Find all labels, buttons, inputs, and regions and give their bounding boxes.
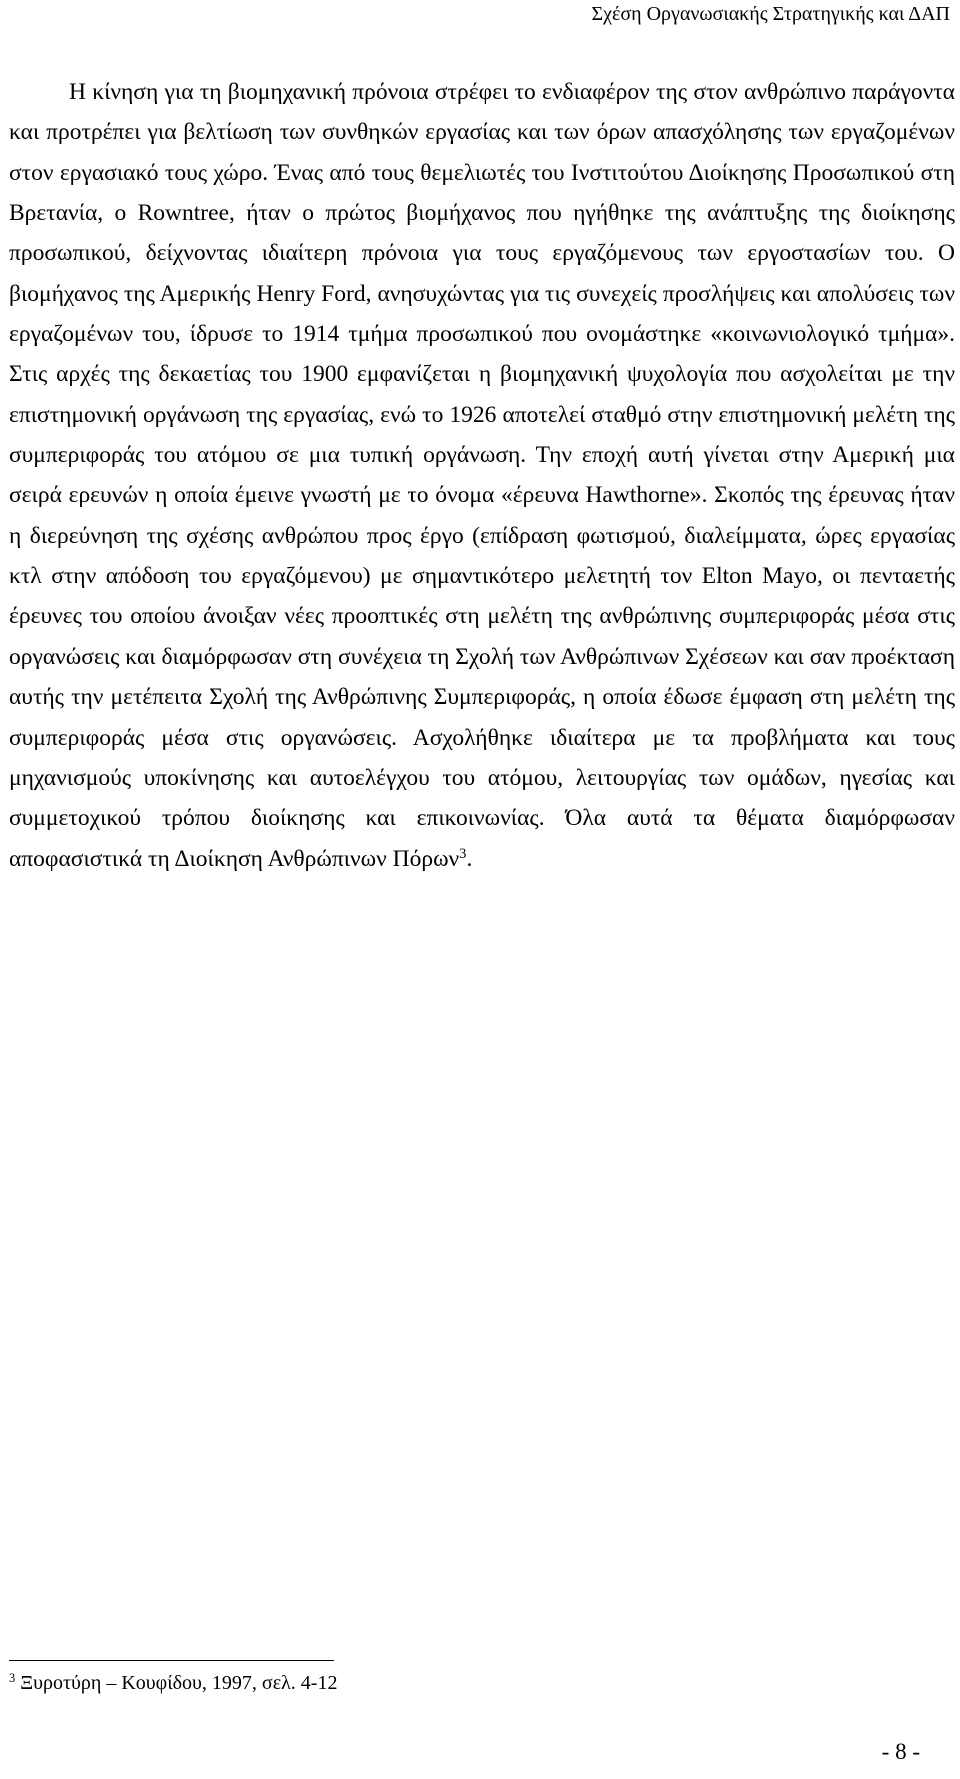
page-number: - 8 - bbox=[881, 1739, 920, 1764]
paragraph-text: Η κίνηση για τη βιομηχανική πρόνοια στρέφει το ενδιαφέρον της στον ανθρώπινο παράγοντα και προτρέπει για βελτίωση των συνθηκών εργασίας και των όρων απασχόλησης των εργαζομένων στον εργασιακό τους χώρο. Ένας από τους θεμελιωτές του Ινστιτούτου Διοίκησης Προσωπικού στη Βρετανία, ο Rowntree, ήταν ο πρώτος βιομήχανος που ηγήθηκε της ανάπτυξης της διοίκησης προσωπικού, δείχνοντας ιδιαίτερη πρόνοια για τους εργαζόμενους των εργοστασίων του. Ο βιομήχανος της Αμερικής Henry Ford, ανησυχώντας για τις συνεχείς προσλήψεις και απολύσεις των εργαζομένων του, ίδρυσε το 1914 τμήμα προσωπικού που ονομάστηκε «κοινωνιολογικό τμήμα». Στις αρχές της δεκαετίας του 1900 εμφανίζεται η βιομηχανική ψυχολογία που ασχολείται με την επιστημονική οργάνωση της εργασίας, ενώ το 1926 αποτελεί σταθμό στην επιστημονική μελέτη της συμπεριφοράς του ατόμου σε μια τυπική οργάνωση. Την εποχή αυτή γίνεται στην Αμερική μια σειρά ερευνών η οποία έμεινε γνωστή με το όνομα «έρευνα Hawthorne». Σκοπός της έρευνας ήταν η διερεύνηση της σχέσης ανθρώπου προς έργο (επίδραση φωτισμού, διαλείμματα, ώρες εργασίας κτλ στην απόδοση του εργαζόμενου) με σημαντικότερο μελετητή τον Elton Mayo, οι πενταετής έρευνες του οποίου άνοιξαν νέες προοπτικές στη μελέτη της ανθρώπινης συμπεριφοράς μέσα στις οργανώσεις και διαμόρφωσαν στη συνέχεια τη Σχολή των Ανθρώπινων Σχέσεων και σαν προέκταση αυτής την μετέπειτα Σχολή της Ανθρώπινης Συμπεριφοράς, η οποία έδωσε έμφαση στη μελέτη της συμπεριφοράς μέσα στις οργανώσεις. Ασχολήθηκε ιδιαίτερα με τα προβλήματα και τους μηχανισμούς υποκίνησης και αυτοελέγχου του ατόμου, λειτουργίας των ομάδων, ηγεσίας και συμμετοχικού τρόπου διοίκησης και επικοινωνίας. Όλα αυτά τα θέματα διαμόρφωσαν αποφασιστικά τη Διοίκηση Ανθρώπινων Πόρων bbox=[9, 79, 956, 872]
footnote bbox=[9, 1671, 337, 1695]
footnote-marker: 3 bbox=[9, 1671, 16, 1686]
running-header: Σχέση Οργανωσιακής Στρατηγικής και ΔΑΠ bbox=[591, 3, 950, 25]
footnote-separator bbox=[9, 1660, 334, 1661]
footnote-text: Ξυροτύρη – Κουφίδου, 1997, σελ. 4-12 bbox=[15, 1672, 338, 1694]
paragraph-end-period: . bbox=[466, 845, 473, 872]
body-paragraph bbox=[9, 72, 955, 879]
footnote-reference: 3 bbox=[459, 845, 467, 862]
